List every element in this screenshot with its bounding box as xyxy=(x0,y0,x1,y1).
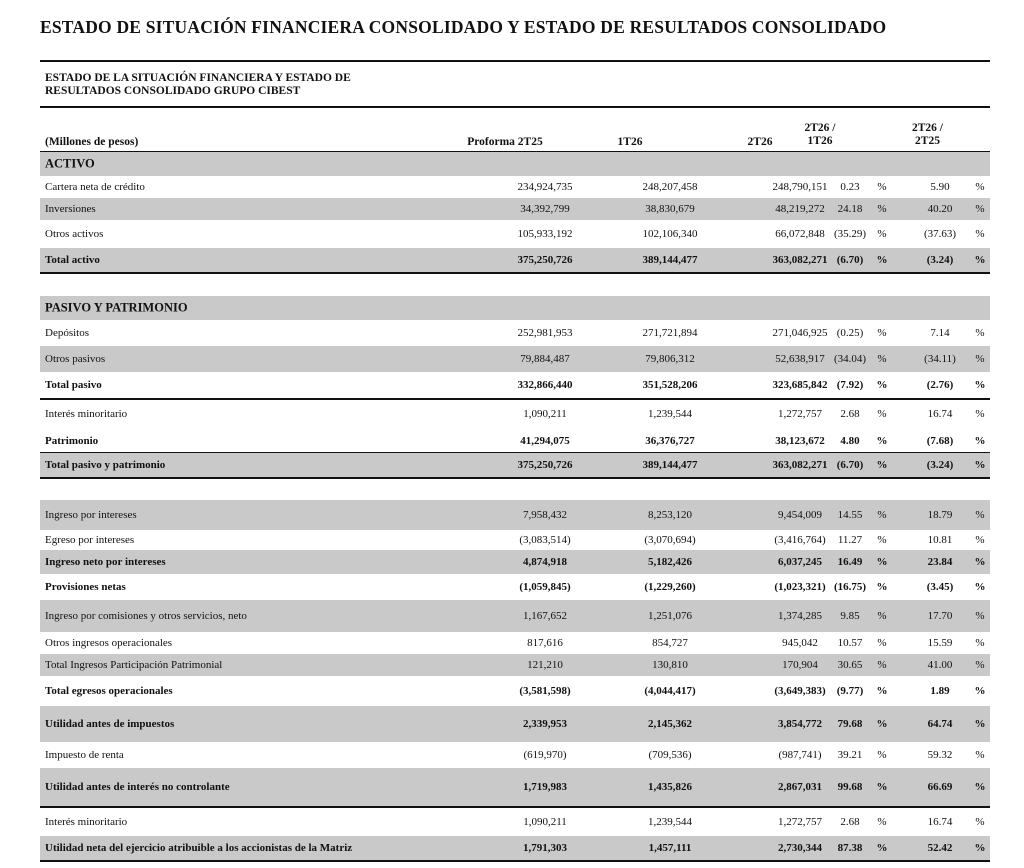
value-2t26: 170,904 xyxy=(782,659,818,671)
value-var-vs-2t25: 15.59 xyxy=(927,637,953,649)
percent-sign: % xyxy=(975,408,985,420)
value-1t26: 1,457,111 xyxy=(648,842,692,854)
value-var-vs-2t25: (37.63) xyxy=(923,228,957,240)
value-var-vs-1t26: 16.49 xyxy=(837,556,863,568)
value-2t26: 2,730,344 xyxy=(778,842,822,854)
value-var-vs-1t26: (0.25) xyxy=(836,327,864,339)
percent-sign: % xyxy=(974,254,986,266)
value-var-vs-2t25: 7.14 xyxy=(930,327,950,339)
row-label: Ingreso por intereses xyxy=(45,509,137,521)
value-var-vs-2t25: 17.70 xyxy=(927,610,953,622)
row-label: Patrimonio xyxy=(45,435,99,447)
value-1t26: 36,376,727 xyxy=(645,435,695,447)
table-title-divider xyxy=(40,106,990,108)
header-2t26: 2T26 xyxy=(747,136,773,148)
percent-sign: % xyxy=(876,379,888,391)
value-1t26: 389,144,477 xyxy=(642,459,698,471)
value-2t26: 9,454,009 xyxy=(778,509,822,521)
percent-sign: % xyxy=(975,228,985,240)
row-label: Utilidad neta del ejercicio atribuible a los accionistas de la Matriz xyxy=(45,842,353,854)
value-proforma-2t25: 7,958,432 xyxy=(523,509,567,521)
value-1t26: (4,044,417) xyxy=(644,685,696,697)
row-label: Impuesto de renta xyxy=(45,749,124,761)
value-var-vs-2t25: 16.74 xyxy=(927,816,953,828)
section-header-row xyxy=(40,296,990,320)
value-var-vs-1t26: 9.85 xyxy=(840,610,860,622)
value-var-vs-1t26: 4.80 xyxy=(840,435,860,447)
percent-sign: % xyxy=(877,659,887,671)
value-var-vs-2t25: 5.90 xyxy=(930,181,950,193)
table-row xyxy=(40,320,990,346)
row-label: Interés minoritario xyxy=(45,408,128,420)
value-proforma-2t25: (1,059,845) xyxy=(519,581,571,593)
row-label: Total pasivo xyxy=(45,379,102,391)
table-row xyxy=(40,600,990,632)
percent-sign: % xyxy=(975,327,985,339)
table-row xyxy=(40,676,990,706)
value-2t26: 52,638,917 xyxy=(775,353,825,365)
value-proforma-2t25: 332,866,440 xyxy=(517,379,573,391)
value-1t26: 8,253,120 xyxy=(648,509,692,521)
value-1t26: 2,145,362 xyxy=(648,718,692,730)
table-row xyxy=(40,706,990,742)
value-var-vs-1t26: 2.68 xyxy=(840,816,860,828)
table-row xyxy=(40,654,990,676)
table-row xyxy=(40,530,990,550)
row-label: Utilidad antes de impuestos xyxy=(45,718,175,730)
table-row xyxy=(40,220,990,248)
table-row xyxy=(40,248,990,274)
row-label: Inversiones xyxy=(45,203,96,215)
percent-sign: % xyxy=(974,459,986,471)
percent-sign: % xyxy=(975,659,985,671)
value-2t26: 248,790,151 xyxy=(772,181,828,193)
table-title xyxy=(45,72,351,98)
row-label: Total activo xyxy=(45,254,100,266)
value-proforma-2t25: (619,970) xyxy=(523,749,567,761)
percent-sign: % xyxy=(974,379,986,391)
value-var-vs-1t26: 0.23 xyxy=(840,181,860,193)
value-2t26: (3,416,764) xyxy=(774,534,826,546)
percent-sign: % xyxy=(974,842,986,854)
value-var-vs-2t25: (34.11) xyxy=(924,353,956,365)
value-2t26: 323,685,842 xyxy=(772,379,828,391)
row-label: Depósitos xyxy=(45,327,89,339)
value-var-vs-2t25: (3.24) xyxy=(926,254,954,266)
value-proforma-2t25: 1,090,211 xyxy=(523,816,567,828)
table-row xyxy=(40,372,990,400)
row-label: Utilidad antes de interés no controlante xyxy=(45,781,230,793)
table-row xyxy=(40,400,990,428)
page-title: ESTADO DE SITUACIÓN FINANCIERA CONSOLIDADO Y ESTADO DE RESULTADOS CONSOLIDADO xyxy=(40,17,887,37)
value-2t26: 38,123,672 xyxy=(775,435,825,447)
percent-sign: % xyxy=(877,509,887,521)
value-var-vs-1t26: 10.57 xyxy=(837,637,863,649)
value-2t26: 1,272,757 xyxy=(778,408,822,420)
value-2t26: (987,741) xyxy=(778,749,822,761)
value-var-vs-2t25: 52.42 xyxy=(927,842,953,854)
value-var-vs-1t26: 24.18 xyxy=(837,203,863,215)
value-1t26: 79,806,312 xyxy=(645,353,695,365)
table-row xyxy=(40,550,990,574)
value-proforma-2t25: (3,581,598) xyxy=(519,685,571,697)
value-1t26: 248,207,458 xyxy=(642,181,698,193)
percent-sign: % xyxy=(876,459,888,471)
value-proforma-2t25: 105,933,192 xyxy=(517,228,573,240)
value-var-vs-1t26: (35.29) xyxy=(833,228,867,240)
value-var-vs-2t25: (7.68) xyxy=(926,435,954,447)
value-1t26: 5,182,426 xyxy=(648,556,692,568)
header-proforma-2t25: Proforma 2T25 xyxy=(467,136,543,148)
percent-sign: % xyxy=(876,254,888,266)
value-var-vs-2t25: 66.69 xyxy=(927,781,953,793)
row-label: Total pasivo y patrimonio xyxy=(45,459,166,471)
value-2t26: (1,023,321) xyxy=(774,581,826,593)
value-proforma-2t25: (3,083,514) xyxy=(519,534,571,546)
value-var-vs-1t26: (9.77) xyxy=(836,685,864,697)
percent-sign: % xyxy=(876,781,888,793)
percent-sign: % xyxy=(975,353,985,365)
value-2t26: (3,649,383) xyxy=(774,685,826,697)
value-var-vs-2t25: 1.89 xyxy=(930,685,950,697)
value-2t26: 66,072,848 xyxy=(775,228,825,240)
percent-sign: % xyxy=(975,816,985,828)
value-2t26: 271,046,925 xyxy=(772,327,828,339)
percent-sign: % xyxy=(877,637,887,649)
percent-sign: % xyxy=(974,556,986,568)
value-var-vs-2t25: 18.79 xyxy=(927,509,953,521)
value-var-vs-1t26: 30.65 xyxy=(837,659,863,671)
percent-sign: % xyxy=(877,408,887,420)
value-proforma-2t25: 1,090,211 xyxy=(523,408,567,420)
value-var-vs-2t25: 16.74 xyxy=(927,408,953,420)
percent-sign: % xyxy=(975,749,985,761)
row-label: Provisiones netas xyxy=(45,581,126,593)
header-2t26-vs-1t26: 2T26 / 1T26 xyxy=(804,122,836,147)
row-label: Total egresos operacionales xyxy=(45,685,173,697)
table-row xyxy=(40,176,990,198)
value-var-vs-1t26: 99.68 xyxy=(837,781,863,793)
section-label: PASIVO Y PATRIMONIO xyxy=(45,300,188,315)
value-1t26: (709,536) xyxy=(648,749,692,761)
value-2t26: 48,219,272 xyxy=(775,203,825,215)
percent-sign: % xyxy=(876,718,888,730)
table-row xyxy=(40,198,990,220)
table-row xyxy=(40,428,990,454)
value-proforma-2t25: 2,339,953 xyxy=(523,718,567,730)
value-1t26: 351,528,206 xyxy=(642,379,698,391)
value-2t26: 1,374,285 xyxy=(778,610,822,622)
value-proforma-2t25: 4,874,918 xyxy=(523,556,567,568)
value-proforma-2t25: 252,981,953 xyxy=(517,327,573,339)
table-row xyxy=(40,500,990,530)
row-label: Otros pasivos xyxy=(45,353,106,365)
value-1t26: 854,727 xyxy=(652,637,688,649)
percent-sign: % xyxy=(877,228,887,240)
value-1t26: 102,106,340 xyxy=(642,228,698,240)
table-row xyxy=(40,346,990,372)
value-var-vs-1t26: 79.68 xyxy=(837,718,863,730)
percent-sign: % xyxy=(876,435,888,447)
title-divider xyxy=(40,60,990,62)
percent-sign: % xyxy=(877,749,887,761)
value-var-vs-1t26: (7.92) xyxy=(836,379,864,391)
value-1t26: 130,810 xyxy=(652,659,688,671)
percent-sign: % xyxy=(975,181,985,193)
value-var-vs-2t25: 10.81 xyxy=(927,534,953,546)
value-var-vs-1t26: 39.21 xyxy=(837,749,863,761)
value-2t26: 3,854,772 xyxy=(778,718,822,730)
percent-sign: % xyxy=(877,327,887,339)
value-2t26: 2,867,031 xyxy=(778,781,822,793)
value-var-vs-1t26: (16.75) xyxy=(833,581,867,593)
percent-sign: % xyxy=(876,685,888,697)
value-var-vs-1t26: (6.70) xyxy=(836,254,864,266)
value-1t26: 1,239,544 xyxy=(648,816,692,828)
value-var-vs-2t25: 23.84 xyxy=(927,556,953,568)
percent-sign: % xyxy=(975,203,985,215)
value-1t26: 1,435,826 xyxy=(648,781,692,793)
value-var-vs-2t25: (2.76) xyxy=(926,379,954,391)
value-var-vs-1t26: 11.27 xyxy=(837,534,863,546)
value-proforma-2t25: 79,884,487 xyxy=(520,353,570,365)
value-proforma-2t25: 34,392,799 xyxy=(520,203,570,215)
percent-sign: % xyxy=(975,610,985,622)
row-label: Ingreso neto por intereses xyxy=(45,556,166,568)
row-label: Egreso por intereses xyxy=(45,534,135,546)
value-1t26: 1,239,544 xyxy=(648,408,692,420)
percent-sign: % xyxy=(974,685,986,697)
percent-sign: % xyxy=(975,509,985,521)
value-var-vs-2t25: 64.74 xyxy=(927,718,953,730)
value-proforma-2t25: 817,616 xyxy=(527,637,563,649)
table-row xyxy=(40,836,990,862)
percent-sign: % xyxy=(877,181,887,193)
row-label: Interés minoritario xyxy=(45,816,128,828)
value-var-vs-1t26: (34.04) xyxy=(833,353,867,365)
table-row xyxy=(40,452,990,479)
value-var-vs-2t25: (3.24) xyxy=(926,459,954,471)
value-proforma-2t25: 41,294,075 xyxy=(520,435,570,447)
value-var-vs-2t25: 41.00 xyxy=(927,659,953,671)
percent-sign: % xyxy=(876,581,888,593)
percent-sign: % xyxy=(974,718,986,730)
percent-sign: % xyxy=(974,435,986,447)
table-row xyxy=(40,632,990,654)
row-label: Total Ingresos Participación Patrimonial xyxy=(45,659,223,671)
value-1t26: (1,229,260) xyxy=(644,581,696,593)
value-proforma-2t25: 375,250,726 xyxy=(517,254,573,266)
percent-sign: % xyxy=(975,637,985,649)
row-label: Cartera neta de crédito xyxy=(45,181,145,193)
percent-sign: % xyxy=(974,781,986,793)
table-row xyxy=(40,574,990,600)
value-1t26: (3,070,694) xyxy=(644,534,696,546)
percent-sign: % xyxy=(877,610,887,622)
percent-sign: % xyxy=(975,534,985,546)
value-proforma-2t25: 234,924,735 xyxy=(517,181,573,193)
value-1t26: 389,144,477 xyxy=(642,254,698,266)
value-proforma-2t25: 1,791,303 xyxy=(523,842,567,854)
percent-sign: % xyxy=(876,556,888,568)
value-2t26: 363,082,271 xyxy=(772,459,828,471)
value-1t26: 38,830,679 xyxy=(645,203,695,215)
table-row xyxy=(40,768,990,808)
row-label: Otros ingresos operacionales xyxy=(45,637,173,649)
value-proforma-2t25: 1,719,983 xyxy=(523,781,567,793)
percent-sign: % xyxy=(974,581,986,593)
percent-sign: % xyxy=(877,203,887,215)
value-2t26: 6,037,245 xyxy=(778,556,822,568)
value-2t26: 363,082,271 xyxy=(772,254,828,266)
value-var-vs-1t26: (6.70) xyxy=(836,459,864,471)
table-title-line2: RESULTADOS CONSOLIDADO GRUPO CIBEST xyxy=(45,85,301,97)
value-var-vs-2t25: 40.20 xyxy=(927,203,953,215)
table-row xyxy=(40,808,990,836)
units-header: (Millones de pesos) xyxy=(45,136,139,148)
section-header-row xyxy=(40,152,990,176)
row-label: Ingreso por comisiones y otros servicios, neto xyxy=(45,610,247,622)
header-2t26-vs-2t25: 2T26 / 2T25 xyxy=(912,122,943,147)
value-proforma-2t25: 121,210 xyxy=(527,659,563,671)
value-var-vs-1t26: 14.55 xyxy=(837,509,863,521)
percent-sign: % xyxy=(876,842,888,854)
percent-sign: % xyxy=(877,353,887,365)
section-label: ACTIVO xyxy=(45,156,95,171)
value-1t26: 271,721,894 xyxy=(642,327,698,339)
percent-sign: % xyxy=(877,534,887,546)
value-var-vs-1t26: 2.68 xyxy=(840,408,860,420)
value-var-vs-1t26: 87.38 xyxy=(837,842,863,854)
value-var-vs-2t25: (3.45) xyxy=(926,581,954,593)
value-1t26: 1,251,076 xyxy=(648,610,692,622)
value-var-vs-2t25: 59.32 xyxy=(927,749,953,761)
value-proforma-2t25: 375,250,726 xyxy=(517,459,573,471)
value-proforma-2t25: 1,167,652 xyxy=(523,610,567,622)
header-1t26: 1T26 xyxy=(617,136,643,148)
table-row xyxy=(40,742,990,768)
percent-sign: % xyxy=(877,816,887,828)
value-2t26: 945,042 xyxy=(782,637,818,649)
row-label: Otros activos xyxy=(45,228,104,240)
table-title-line1: ESTADO DE LA SITUACIÓN FINANCIERA Y ESTADO DE xyxy=(45,72,351,84)
value-2t26: 1,272,757 xyxy=(778,816,822,828)
